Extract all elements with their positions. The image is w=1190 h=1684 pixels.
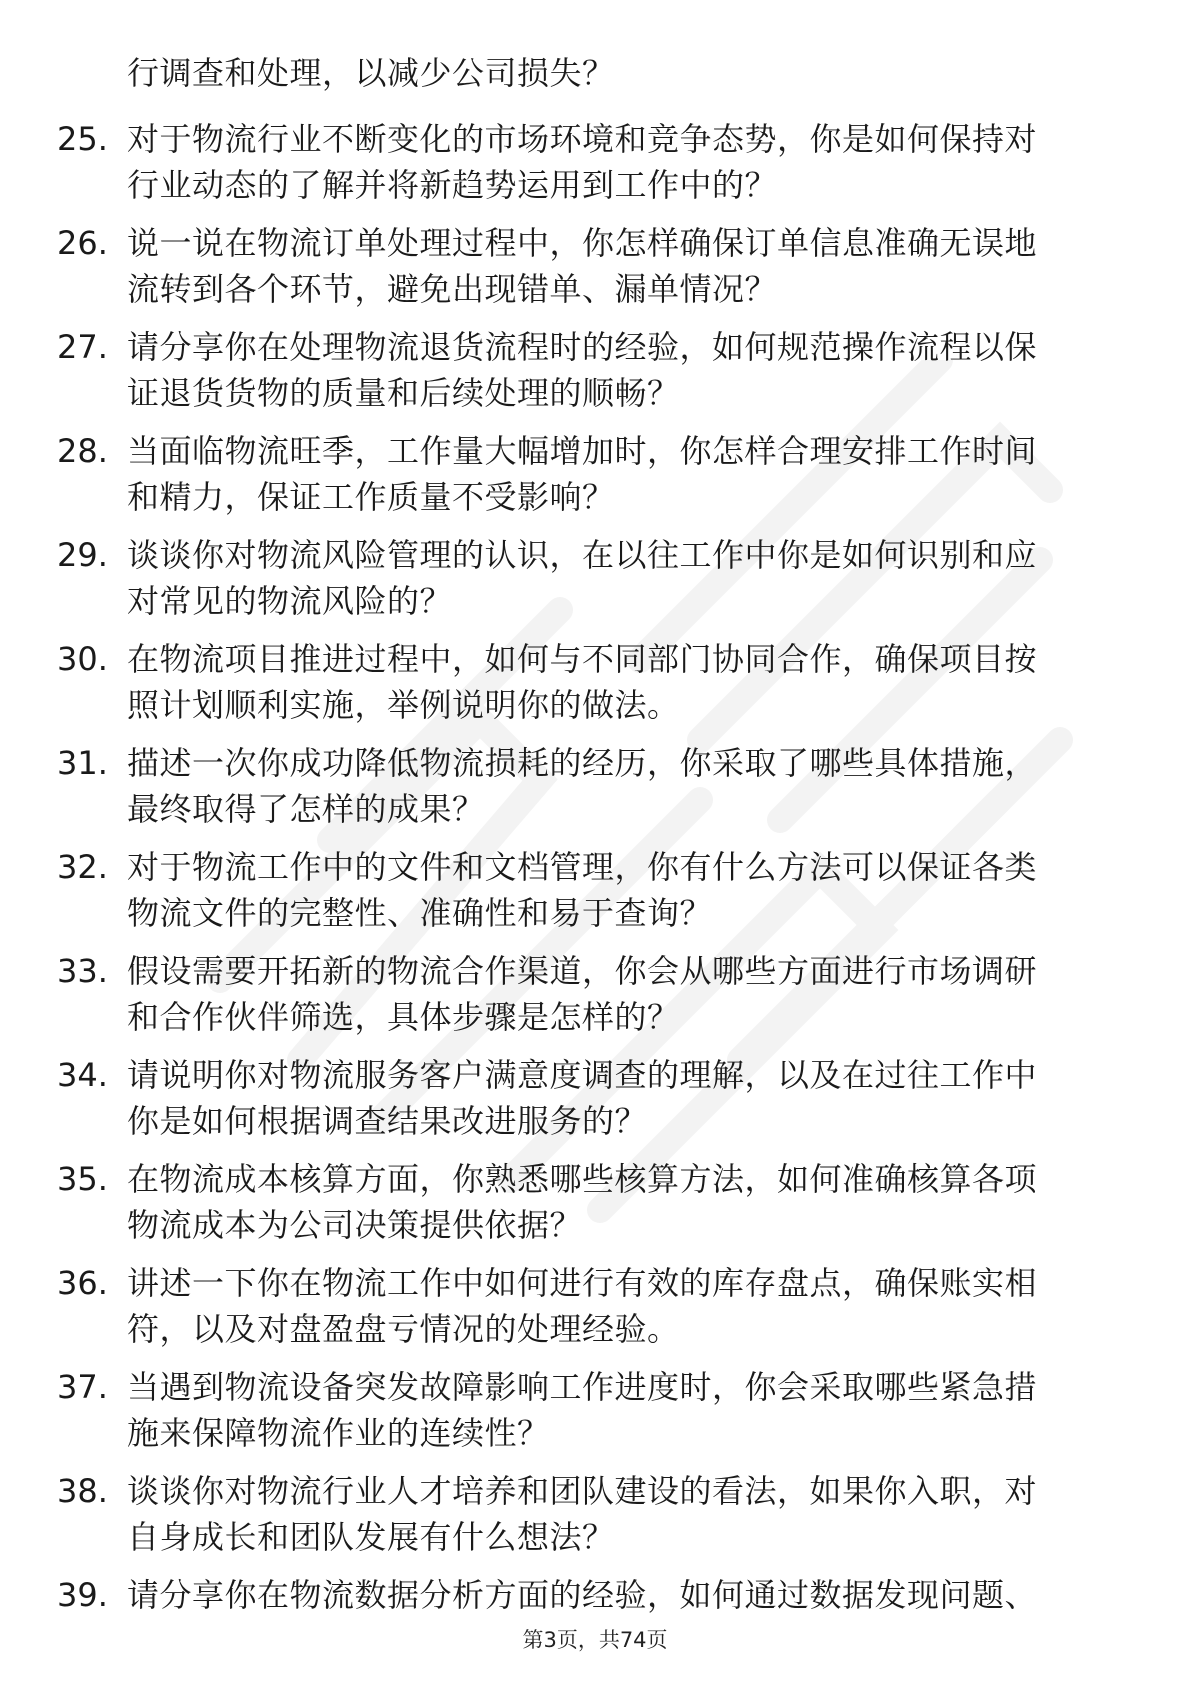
question-line: 请分享你在物流数据分析方面的经验，如何通过数据发现问题、: [127, 1576, 1038, 1614]
question-item: [0, 948, 1190, 1052]
continuation-text: 行调查和处理，以减少公司损失？: [127, 54, 615, 92]
question-line: 请说明你对物流服务客户满意度调查的理解，以及在过往工作中: [127, 1056, 1038, 1094]
question-item: [0, 324, 1190, 428]
question-list: [0, 116, 1190, 1676]
question-item: [0, 220, 1190, 324]
question-number: 28.: [57, 432, 108, 470]
question-text: [127, 428, 1117, 520]
question-number: 26.: [57, 224, 108, 262]
question-line: 自身成长和团队发展有什么想法？: [127, 1518, 615, 1556]
question-line: 当遇到物流设备突发故障影响工作进度时，你会采取哪些紧急措: [127, 1368, 1038, 1406]
question-text: [127, 1468, 1117, 1560]
question-number: 31.: [57, 744, 108, 782]
question-text: [127, 948, 1117, 1040]
question-line: 谈谈你对物流行业人才培养和团队建设的看法，如果你入职，对: [127, 1472, 1038, 1510]
question-line: 对常见的物流风险的？: [127, 582, 453, 620]
question-line: 照计划顺利实施，举例说明你的做法。: [127, 686, 680, 724]
question-line: 你是如何根据调查结果改进服务的？: [127, 1102, 648, 1140]
question-item: [0, 1364, 1190, 1468]
question-item: [0, 428, 1190, 532]
question-line: 说一说在物流订单处理过程中，你怎样确保订单信息准确无误地: [127, 224, 1038, 262]
question-number: 34.: [57, 1056, 108, 1094]
question-text: [127, 220, 1117, 312]
question-text: [127, 1156, 1117, 1248]
question-text: [127, 1260, 1117, 1352]
question-line: 物流文件的完整性、准确性和易于查询？: [127, 894, 713, 932]
question-number: 33.: [57, 952, 108, 990]
question-number: 29.: [57, 536, 108, 574]
question-number: 37.: [57, 1368, 108, 1406]
question-text: [127, 1364, 1117, 1456]
question-line: 符，以及对盘盈盘亏情况的处理经验。: [127, 1310, 680, 1348]
question-line: 当面临物流旺季，工作量大幅增加时，你怎样合理安排工作时间: [127, 432, 1038, 470]
question-number: 32.: [57, 848, 108, 886]
question-item: [0, 1572, 1190, 1676]
question-item: [0, 1468, 1190, 1572]
question-line: 在物流成本核算方面，你熟悉哪些核算方法，如何准确核算各项: [127, 1160, 1038, 1198]
question-number: 30.: [57, 640, 108, 678]
question-item: [0, 636, 1190, 740]
question-item: [0, 740, 1190, 844]
question-text: [127, 116, 1117, 208]
question-line: 对于物流工作中的文件和文档管理，你有什么方法可以保证各类: [127, 848, 1038, 886]
question-line: 证退货货物的质量和后续处理的顺畅？: [127, 374, 680, 412]
question-number: 39.: [57, 1576, 108, 1614]
question-line: 和合作伙伴筛选，具体步骤是怎样的？: [127, 998, 680, 1036]
question-number: 36.: [57, 1264, 108, 1302]
question-line: 请分享你在处理物流退货流程时的经验，如何规范操作流程以保: [127, 328, 1038, 366]
question-line: 对于物流行业不断变化的市场环境和竞争态势，你是如何保持对: [127, 120, 1038, 158]
question-item: [0, 1052, 1190, 1156]
question-text: [127, 740, 1117, 832]
question-number: 38.: [57, 1472, 108, 1510]
question-line: 在物流项目推进过程中，如何与不同部门协同合作，确保项目按: [127, 640, 1038, 678]
page-footer: 第3页，共74页: [522, 1628, 668, 1652]
question-item: [0, 844, 1190, 948]
question-line: 描述一次你成功降低物流损耗的经历，你采取了哪些具体措施，: [127, 744, 1038, 782]
question-item: [0, 1156, 1190, 1260]
question-number: 25.: [57, 120, 108, 158]
question-text: [127, 636, 1117, 728]
question-text: [127, 324, 1117, 416]
question-number: 27.: [57, 328, 108, 366]
question-item: [0, 1260, 1190, 1364]
question-item: [0, 532, 1190, 636]
question-text: [127, 844, 1117, 936]
question-line: 最终取得了怎样的成果？: [127, 790, 485, 828]
question-line: 行业动态的了解并将新趋势运用到工作中的？: [127, 166, 778, 204]
question-item: [0, 116, 1190, 220]
question-line: 施来保障物流作业的连续性？: [127, 1414, 550, 1452]
question-number: 35.: [57, 1160, 108, 1198]
question-line: 流转到各个环节，避免出现错单、漏单情况？: [127, 270, 778, 308]
question-line: 物流成本为公司决策提供依据？: [127, 1206, 583, 1244]
question-line: 假设需要开拓新的物流合作渠道，你会从哪些方面进行市场调研: [127, 952, 1038, 990]
question-text: [127, 1052, 1117, 1144]
question-text: [127, 1572, 1117, 1618]
question-line: 谈谈你对物流风险管理的认识，在以往工作中你是如何识别和应: [127, 536, 1038, 574]
question-text: [127, 532, 1117, 624]
question-line: 讲述一下你在物流工作中如何进行有效的库存盘点，确保账实相: [127, 1264, 1038, 1302]
question-line: 和精力，保证工作质量不受影响？: [127, 478, 615, 516]
